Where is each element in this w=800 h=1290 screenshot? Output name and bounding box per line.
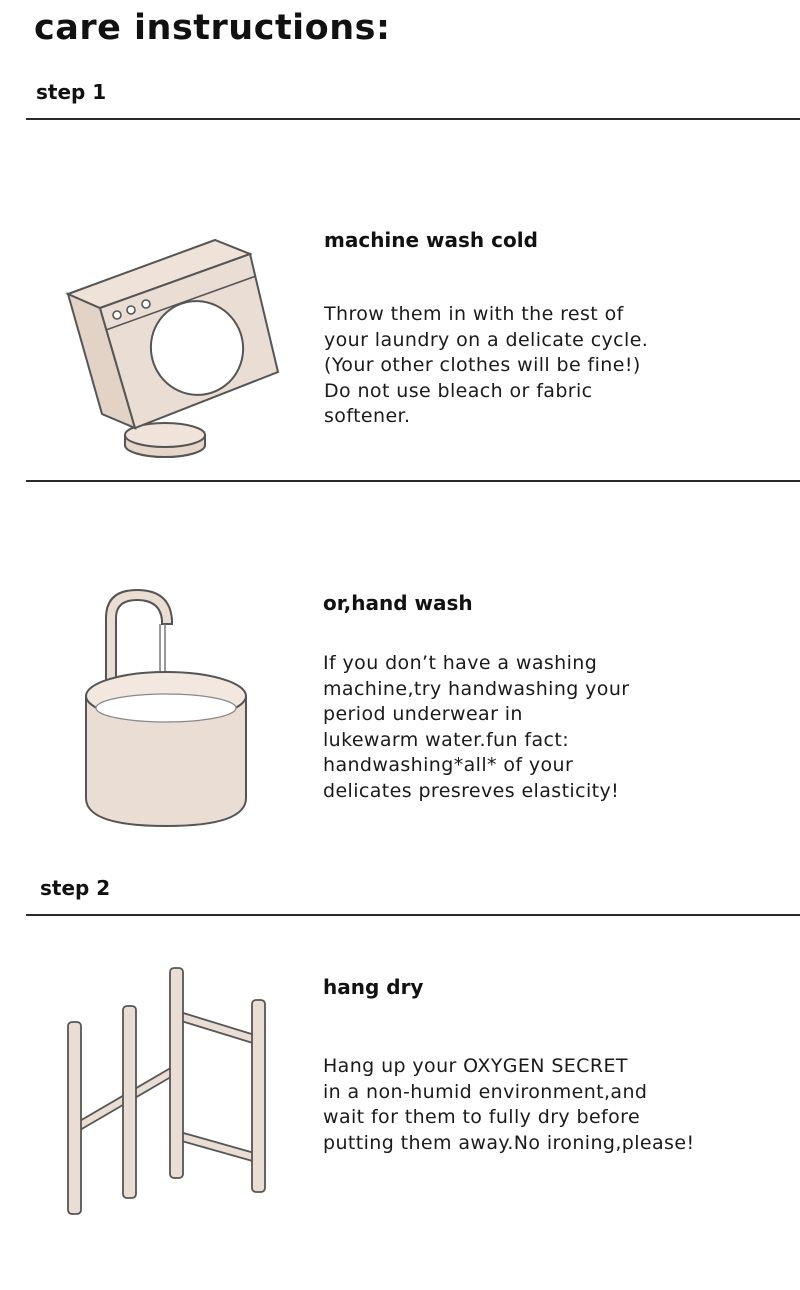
body-line: your laundry on a delicate cycle. (324, 328, 649, 351)
body-line: (Your other clothes will be fine!) (324, 354, 641, 376)
section-heading: hang dry (323, 975, 424, 999)
body-line: wait for them to fully dry before (323, 1106, 641, 1128)
washing-machine-icon (60, 232, 290, 462)
section-heading: or,hand wash (323, 591, 473, 615)
body-line: Do not use bleach or fabric (324, 379, 593, 402)
body-line: delicates presreves elasticity! (323, 779, 620, 802)
divider-line (26, 118, 800, 120)
drying-rack-icon (62, 962, 276, 1224)
body-line: machine,try handwashing your (323, 677, 630, 700)
divider-line (26, 480, 800, 482)
body-line: Hang up your OXYGEN SECRET (323, 1055, 628, 1077)
page-title: care instructions: (34, 8, 391, 48)
section-body (323, 1054, 694, 1156)
body-line: Throw them in with the rest of (324, 303, 624, 325)
body-line: If you don’t have a washing (323, 652, 598, 674)
body-line: softener. (324, 405, 411, 427)
section-body (324, 302, 648, 430)
section-heading: machine wash cold (324, 228, 538, 252)
body-line: period underwear in (323, 703, 523, 725)
body-line: putting them away.No ironing,please! (323, 1131, 695, 1154)
step-1-label: step 1 (36, 80, 107, 104)
section-body (323, 651, 630, 804)
body-line: lukewarm water.fun fact: (323, 728, 570, 751)
step-2-label: step 2 (40, 876, 111, 900)
divider-line (26, 914, 800, 916)
body-line: in a non-humid environment,and (323, 1080, 648, 1103)
body-line: handwashing*all* of your (323, 754, 574, 776)
hand-wash-basin-icon (82, 588, 252, 828)
